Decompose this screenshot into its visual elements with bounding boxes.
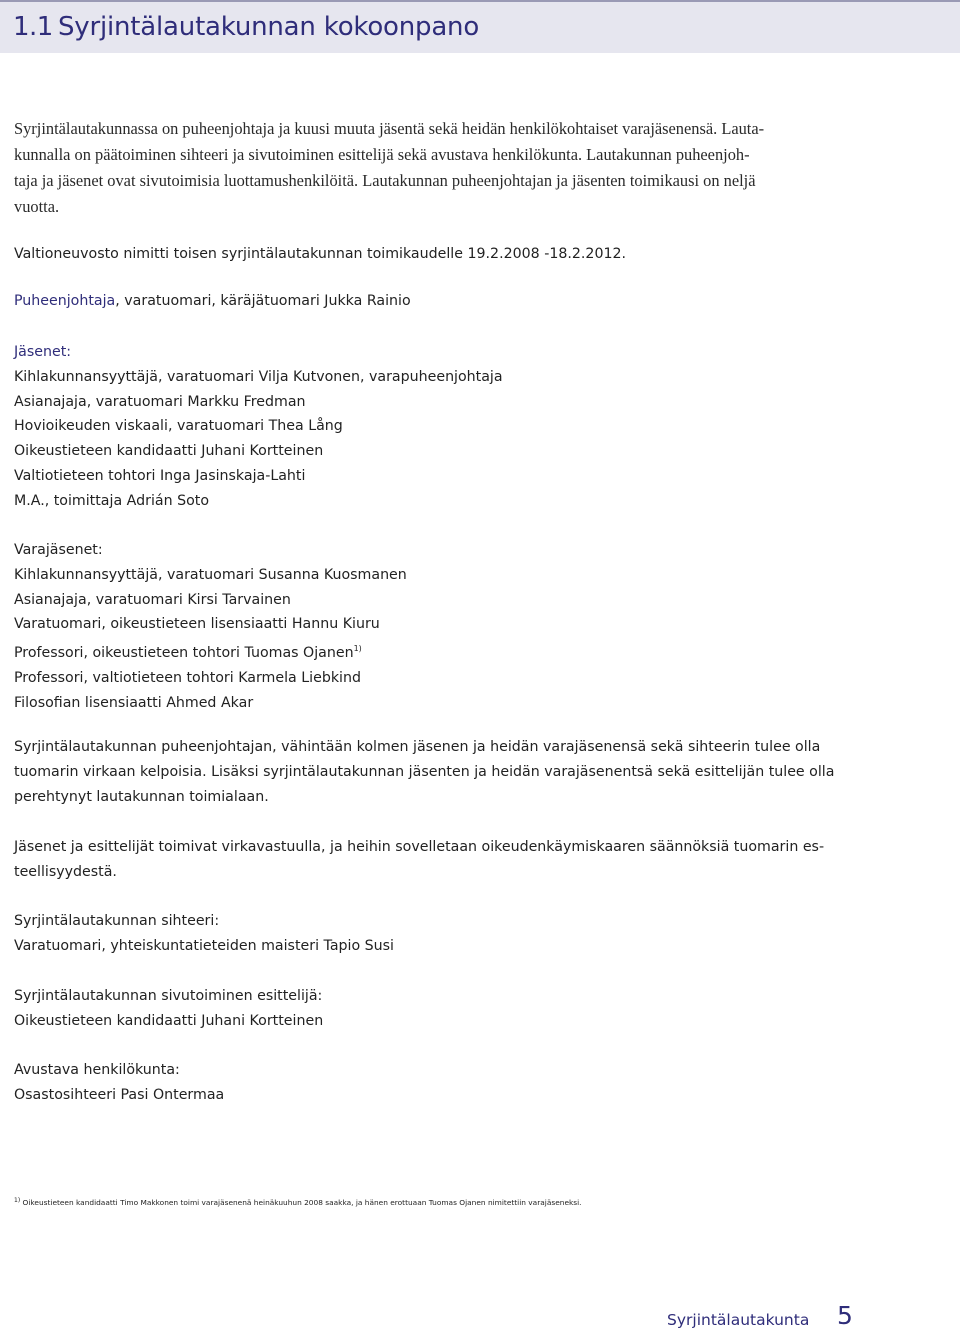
member-item: Asianajaja, varatuomari Markku Fredman: [14, 393, 306, 410]
footnote-marker: 1): [353, 644, 362, 654]
member-item: Kihlakunnansyyttäjä, varatuomari Vilja Kutvonen, varapuheenjohtaja: [14, 368, 503, 385]
page-number: 5: [837, 1301, 853, 1330]
chair-label: Puheenjohtaja: [14, 293, 116, 309]
deputy-item: Professori, oikeustieteen tohtori Tuomas Ojanen: [14, 645, 354, 662]
rapporteur-heading: Syrjintälautakunnan sivutoiminen esittelijä:: [14, 988, 323, 1004]
members-heading: Jäsenet:: [14, 344, 72, 360]
secretary-name: Varatuomari, yhteiskuntatieteiden maisteri Tapio Susi: [14, 937, 395, 954]
chair-text: , varatuomari, käräjätuomari Jukka Rainio: [115, 293, 411, 309]
member-item: Oikeustieteen kandidaatti Juhani Kortteinen: [14, 443, 324, 460]
intro-line: Syrjintälautakunnassa on puheenjohtaja ja kuusi muuta jäsentä sekä heidän henkilökohtaiset varajäsenensä. Lauta-: [14, 119, 765, 138]
intro-line: kunnalla on päätoiminen sihteeri ja sivutoiminen esittelijä sekä avustava henkilökunta. Lautakunnan puheenjoh-: [14, 145, 750, 164]
members-list: [14, 340, 764, 514]
deputy-item: Varatuomari, oikeustieteen lisensiaatti Hannu Kiuru: [14, 616, 380, 633]
footnote: [14, 1197, 582, 1207]
quorum-paragraph: [14, 735, 835, 809]
intro-line: vuotta.: [14, 197, 60, 216]
quorum-line: Syrjintälautakunnan puheenjohtajan, vähintään kolmen jäsenen ja heidän varajäsenensä sekä sihteerin tulee olla: [14, 739, 821, 755]
rapporteur-name: Oikeustieteen kandidaatti Juhani Kortteinen: [14, 1012, 324, 1029]
member-item: M.A., toimittaja Adrián Soto: [14, 492, 210, 509]
deputy-item: Asianajaja, varatuomari Kirsi Tarvainen: [14, 591, 291, 608]
section-title: Syrjintälautakunnan kokoonpano: [58, 12, 480, 42]
assistant-name: Osastosihteeri Pasi Ontermaa: [14, 1086, 225, 1103]
footer-book-title: Syrjintälautakunta: [667, 1311, 810, 1329]
deputy-item: Kihlakunnansyyttäjä, varatuomari Susanna Kuosmanen: [14, 566, 407, 583]
footnote-text: Oikeustieteen kandidaatti Timo Makkonen toimi varajäsenenä heinäkuuhun 2008 saakka, ja hänen erottuaan Tuomas Ojanen nimitettiin varajäseneksi.: [20, 1198, 582, 1207]
deputies-heading: Varajäsenet:: [14, 542, 103, 558]
quorum-line: tuomarin virkaan kelpoisia. Lisäksi syrjintälautakunnan jäsenten ja heidän varajäsenentsä sekä esittelijän tulee olla: [14, 763, 835, 780]
intro-paragraph: [14, 116, 764, 220]
assistant-block: [14, 1058, 764, 1108]
liability-line: teellisyydestä.: [14, 863, 117, 880]
deputy-item: Professori, valtiotieteen tohtori Karmela Liebkind: [14, 669, 361, 686]
term-text: Valtioneuvosto nimitti toisen syrjintälautakunnan toimikaudelle 19.2.2008 -18.2.2012.: [14, 246, 627, 262]
footnote-number: 1): [14, 1197, 21, 1204]
assistant-heading: Avustava henkilökunta:: [14, 1062, 180, 1078]
liability-line: Jäsenet ja esittelijät toimivat virkavastuulla, ja heihin sovelletaan oikeudenkäymiskaaren säännöksiä tuomarin es-: [14, 839, 825, 855]
secretary-block: [14, 909, 764, 959]
deputy-item: Filosofian lisensiaatti Ahmed Akar: [14, 694, 254, 711]
member-item: Hovioikeuden viskaali, varatuomari Thea Lång: [14, 418, 343, 435]
rapporteur-block: [14, 984, 764, 1034]
deputies-list: [14, 538, 764, 716]
section-header: [0, 0, 960, 53]
intro-line: taja ja jäsenet ovat sivutoimisia luottamushenkilöitä. Lautakunnan puheenjohtajan ja jäsenten toimikausi on neljä: [14, 171, 756, 190]
chair-paragraph: [14, 289, 764, 314]
member-item: Valtiotieteen tohtori Inga Jasinskaja-Lahti: [14, 467, 306, 484]
secretary-heading: Syrjintälautakunnan sihteeri:: [14, 913, 220, 929]
liability-paragraph: [14, 835, 825, 885]
section-number: 1.1: [13, 12, 53, 42]
term-paragraph: [14, 242, 764, 267]
quorum-line: perehtynyt lautakunnan toimialaan.: [14, 788, 269, 805]
